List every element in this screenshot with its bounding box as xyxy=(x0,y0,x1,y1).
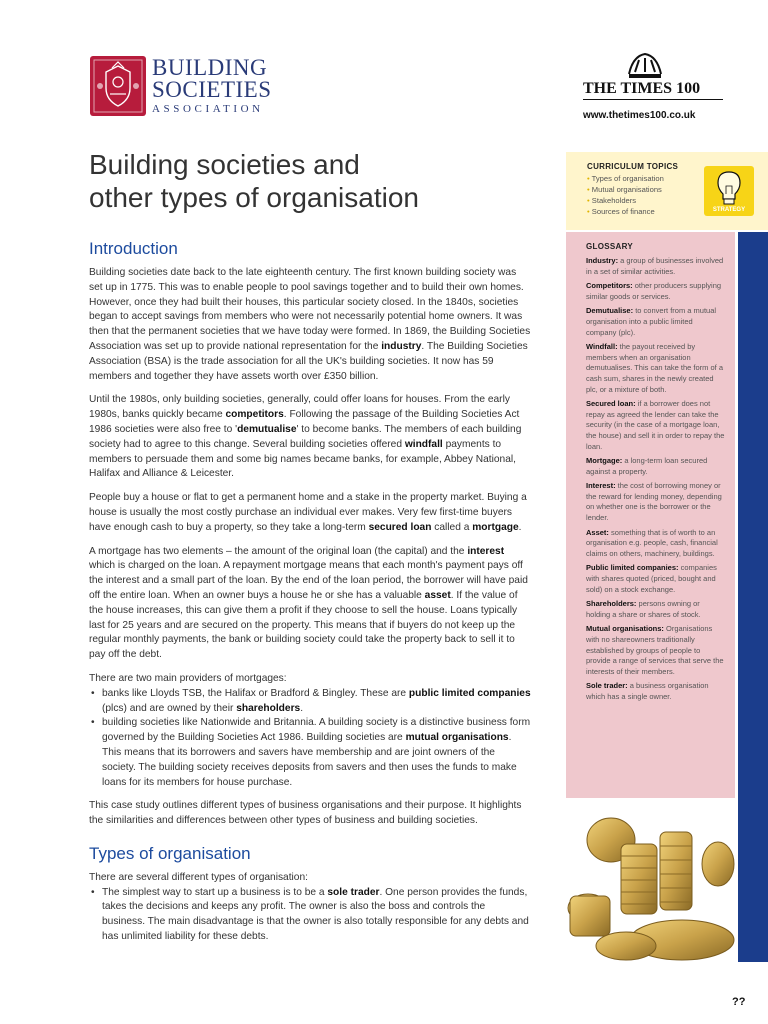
glossary-entry: Sole trader: a business organisation which has a single owner. xyxy=(586,681,709,701)
intro-paragraph-6: This case study outlines different types of business organisations and their purpose. It highlights the similarities and differences between other types of business and building societies. xyxy=(89,800,522,827)
curriculum-heading: CURRICULUM TOPICS xyxy=(587,162,679,171)
glossary-entry: Public limited companies: companies with shares quoted (priced, bought and sold) on a stock exchange. xyxy=(586,563,717,594)
list-item: • banks like Lloyds TSB, the Halifax or Bradford & Bingley. These are public limited companies (plcs) and are owned by their shareholders. xyxy=(89,687,531,717)
mortgage-providers-list xyxy=(89,687,531,791)
organisation-types-list xyxy=(89,886,531,945)
logo-text-line3: ASSOCIATION xyxy=(152,103,264,115)
glossary-entry: Competitors: other producers supplying similar goods or services. xyxy=(586,281,722,301)
glossary-entry: Industry: a group of businesses involved in a set of similar activities. xyxy=(586,256,724,276)
intro-paragraph-2: Until the 1980s, only building societies, generally, could offer loans for houses. From the early 1980s, banks quickly became competitors. Following the passage of the Building Societies Act 1986 societies were also free to 'demutualise' to become banks. The members of each building society had to agree to this change. Several building societies offered windfall payments to members to persuade them and some big names became banks, for example, Abbey National, Halifax and Alliance & Leicester. xyxy=(89,394,522,480)
curriculum-item: • Types of organisation xyxy=(587,173,768,184)
bsa-logo xyxy=(90,56,310,116)
types-paragraph-1: There are several different types of organisation: xyxy=(89,871,308,883)
logo-text-line2: SOCIETIES xyxy=(152,77,272,102)
curriculum-item: • Sources of finance xyxy=(587,206,768,217)
sidebar-band xyxy=(738,232,768,962)
page-title-line2: other types of organisation xyxy=(89,182,419,213)
intro-paragraph-4: A mortgage has two elements – the amount of the original loan (the capital) and the interest which is charged on the loan. A repayment mortgage means that each month's payment pays off the interest and a small part of the loan. By the end of the loan period, the borrower will have paid off the entire loan. When an owner buys a house he or she has a valuable asset. If the value of the house increases, this can give them a profit if they choose to sell the house. Loans typically last for 25 years and are secured on the property. This means that if buyers do not keep up the regular monthly payments, the bank or building society could take the property back to sell it to pay off the debt. xyxy=(89,545,528,661)
page-title-line1: Building societies and xyxy=(89,149,360,180)
glossary-entry: Interest: the cost of borrowing money or the reward for lending money, depending on whether one is the borrower or the lender. xyxy=(586,481,722,523)
page-title xyxy=(89,148,559,214)
times100-url[interactable]: www.thetimes100.co.uk xyxy=(583,110,696,121)
glossary-entry: Windfall: the payout received by members when an organisation demutualises. This can take the form of a cash sum, shares in the newly created plc, or a mixture of both. xyxy=(586,342,724,394)
strategy-badge xyxy=(704,166,754,216)
list-item: • building societies like Nationwide and Britannia. A building society is a distinctive business form governed by the Building Societies Act 1986. Building societies are mutual organisations. This means that its borrowers and savers have membership and are joint owners of the society. The building society receives deposits from savers and then uses the funds to make loans for its members for house purchase. xyxy=(89,716,531,790)
intro-paragraph-1: Building societies date back to the late eighteenth century. The first known building society was set up in 1775. This was to enable people to pool savings together and to build their own homes. However, once they had built their houses, this particular society closed. In the 1840s, societies began to accept savings from members who were not necessarily potential home owners. It was then that the permanent societies that we have today were formed. In 1869, the Building Societies Association was set up to provide national representation for the industry. The Building Societies Association (BSA) is the trade association for all the UK's building societies. It now has 59 members and together they have assets worth over £350 billion. xyxy=(89,267,531,382)
sidebar-text: BUILDING SOCIETIES ASSOCIATION xyxy=(10,760,19,950)
times-crest-icon xyxy=(625,50,665,80)
glossary-entry: Shareholders: persons owning or holding a share or shares of stock. xyxy=(586,599,701,619)
glossary-entry: Demutualise: to convert from a mutual organisation into a public limited company (plc). xyxy=(586,306,717,337)
glossary-heading: GLOSSARY xyxy=(586,242,633,251)
logo-text-line1: BUILDING xyxy=(152,55,268,80)
glossary-entry: Secured loan: if a borrower does not repay as agreed the lender can take the security (in the case of a mortgage loan, the house) and sell it in order to repay the loan. xyxy=(586,399,725,451)
crest-icon xyxy=(90,56,146,116)
glossary-entry: Asset: something that is of worth to an organisation e.g. people, cash, financial claims on others, machinery, buildings. xyxy=(586,527,718,558)
glossary-box xyxy=(566,232,735,798)
page-number: ?? xyxy=(732,996,746,1008)
section-heading-types: Types of organisation xyxy=(89,843,251,863)
curriculum-item: • Stakeholders xyxy=(587,195,768,206)
intro-paragraph-5: There are two main providers of mortgages: xyxy=(89,672,287,684)
glossary-entry: Mutual organisations: Organisations with no shareowners traditionally established by groups of people to provide a range of services that serve the interests of their members. xyxy=(586,624,724,676)
coins-image xyxy=(566,800,738,962)
intro-paragraph-3: People buy a house or flat to get a permanent home and a stake in the property market. Buying a house is usually the most costly purchase an individual ever makes. Very few first-time buyers have enough cash to buy a property, so they take a long-term secured loan called a mortgage. xyxy=(89,492,527,533)
main-content xyxy=(89,238,531,954)
times100-title: THE TIMES 100 xyxy=(583,80,723,100)
section-heading-introduction: Introduction xyxy=(89,239,178,258)
list-item: • The simplest way to start up a business is to be a sole trader. One person provides the funds, takes the decisions and keeps any profit. The owner is also the boss and controls the business. The main disadvantage is that the owner is also totally responsible for any debts and has unlimited liability for these debts. xyxy=(89,886,531,945)
strategy-label: STRATEGY xyxy=(712,207,746,213)
glossary-entry: Mortgage: a long-term loan secured against a property. xyxy=(586,456,708,476)
curriculum-item: • Mutual organisations xyxy=(587,184,768,195)
